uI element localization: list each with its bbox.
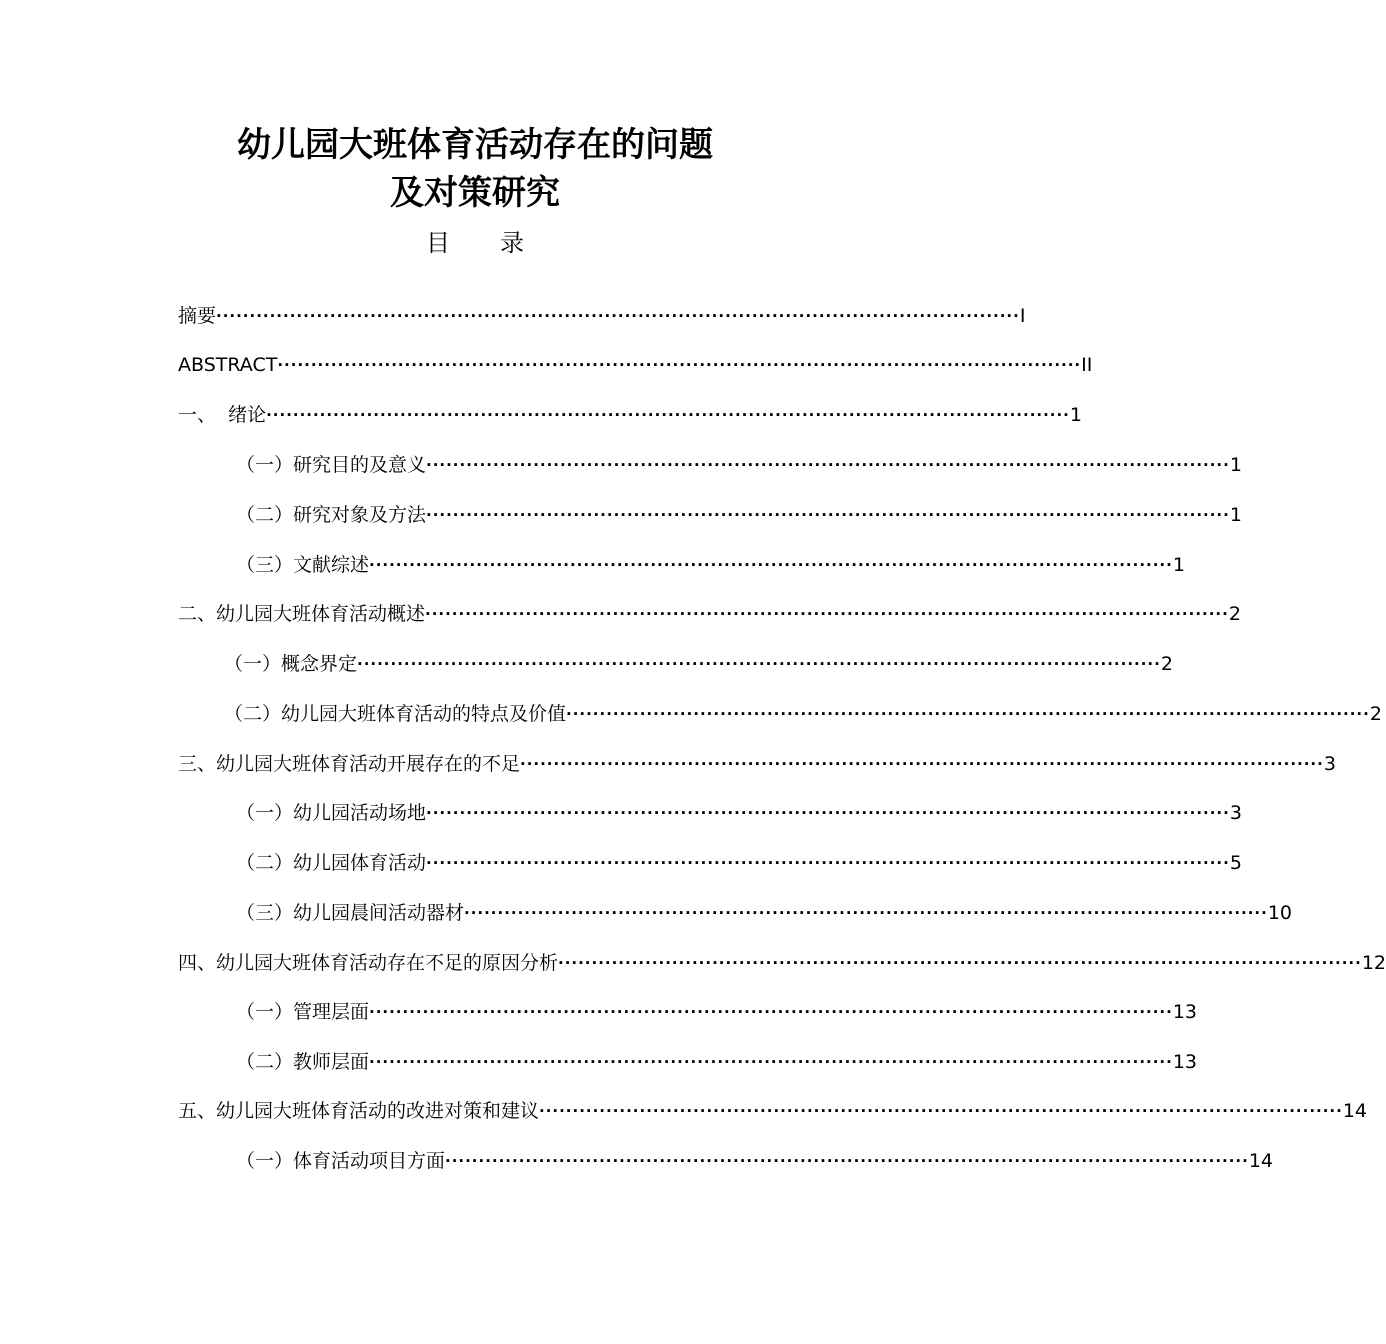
toc-entry-page: 14 (1248, 1150, 1273, 1172)
toc-entry[interactable] (236, 896, 1292, 930)
toc-entry-page: 13 (1172, 1051, 1197, 1073)
toc-entry[interactable] (236, 846, 1242, 880)
toc-entry[interactable] (236, 448, 1242, 482)
toc-entry-label: （一）研究目的及意义 (236, 454, 427, 476)
toc-entry-page: 1 (1229, 504, 1242, 526)
toc-entry-label: （二）幼儿园体育活动 (236, 852, 427, 874)
toc-heading-char1: 目 (426, 229, 450, 257)
toc-leader-dots: ························································································································ (445, 1152, 1249, 1170)
toc-entry-label: （二）教师层面 (236, 1051, 370, 1073)
toc-entry-label: 二、幼儿园大班体育活动概述 (178, 603, 426, 625)
toc-entry[interactable] (178, 398, 1082, 432)
toc-entry-page: I (1019, 305, 1026, 327)
toc-leader-dots: ························································································································ (566, 705, 1370, 723)
toc-entry-label: 四、幼儿园大班体育活动存在不足的原因分析 (178, 952, 559, 974)
toc-entry-page: 2 (1228, 603, 1241, 625)
toc-leader-dots: ························································································································ (357, 655, 1161, 673)
toc-entry[interactable] (178, 747, 1336, 781)
toc-entry-label: 摘要 (178, 305, 217, 327)
toc-entry[interactable] (178, 299, 1026, 333)
toc-entry[interactable] (178, 348, 1093, 382)
document-title-line1: 幼儿园大班体育活动存在的问题 (237, 125, 713, 165)
toc-leader-dots: ························································································································ (266, 406, 1070, 424)
toc-entry-page: 10 (1267, 902, 1292, 924)
toc-entry[interactable] (178, 1094, 1367, 1128)
toc-leader-dots: ························································································································ (558, 954, 1362, 972)
toc-entry-label: （一）概念界定 (224, 653, 358, 675)
toc-entry-page: 3 (1229, 802, 1242, 824)
toc-entry-label: 一、 绪论 (178, 404, 267, 426)
toc-leader-dots: ························································································································ (369, 1003, 1173, 1021)
toc-entry-label: （三）幼儿园晨间活动器材 (236, 902, 465, 924)
toc-entry-page: 2 (1369, 703, 1382, 725)
toc-entry[interactable] (236, 498, 1242, 532)
toc-entry-label: （三）文献综述 (236, 554, 370, 576)
toc-entry-page: 2 (1160, 653, 1173, 675)
toc-leader-dots: ························································································································ (426, 506, 1230, 524)
toc-entry-page: 1 (1229, 454, 1242, 476)
toc-heading-char2: 录 (500, 229, 524, 257)
toc-leader-dots: ························································································································ (464, 904, 1268, 922)
toc-entry-page: 3 (1323, 753, 1336, 775)
toc-entry-label: （二）幼儿园大班体育活动的特点及价值 (224, 703, 567, 725)
toc-entry-label: ABSTRACT (178, 354, 278, 376)
toc-entry-page: 14 (1342, 1100, 1367, 1122)
toc-entry[interactable] (224, 697, 1382, 731)
toc-entry[interactable] (236, 1144, 1273, 1178)
toc-leader-dots: ························································································································ (369, 556, 1173, 574)
document-title-line2: 及对策研究 (390, 173, 560, 213)
toc-entry-label: 三、幼儿园大班体育活动开展存在的不足 (178, 753, 521, 775)
toc-leader-dots: ························································································································ (426, 456, 1230, 474)
toc-entry-page: 1 (1172, 554, 1185, 576)
toc-entry[interactable] (178, 597, 1241, 631)
toc-entry-label: （一）管理层面 (236, 1001, 370, 1023)
toc-leader-dots: ························································································································ (369, 1053, 1173, 1071)
toc-heading (0, 226, 950, 260)
toc-leader-dots: ························································································································ (425, 605, 1229, 623)
toc-entry-page: 12 (1361, 952, 1386, 974)
toc-entry[interactable] (236, 548, 1185, 582)
toc-entry-label: （一）体育活动项目方面 (236, 1150, 446, 1172)
toc-leader-dots: ························································································································ (216, 307, 1020, 325)
toc-entry[interactable] (224, 647, 1173, 681)
toc-entry-label: （二）研究对象及方法 (236, 504, 427, 526)
toc-entry[interactable] (236, 995, 1197, 1029)
toc-leader-dots: ························································································································ (539, 1102, 1343, 1120)
toc-leader-dots: ························································································································ (426, 854, 1230, 872)
toc-entry-page: 1 (1069, 404, 1082, 426)
toc-entry-page: 5 (1229, 852, 1242, 874)
toc-leader-dots: ························································································································ (520, 755, 1324, 773)
toc-leader-dots: ························································································································ (277, 356, 1082, 374)
toc-leader-dots: ························································································································ (426, 804, 1230, 822)
toc-entry-label: 五、幼儿园大班体育活动的改进对策和建议 (178, 1100, 540, 1122)
toc-entry[interactable] (178, 946, 1386, 980)
toc-entry-page: 13 (1172, 1001, 1197, 1023)
toc-entry-page: II (1081, 354, 1093, 376)
toc-entry[interactable] (236, 796, 1242, 830)
toc-entry[interactable] (236, 1045, 1197, 1079)
toc-entry-label: （一）幼儿园活动场地 (236, 802, 427, 824)
